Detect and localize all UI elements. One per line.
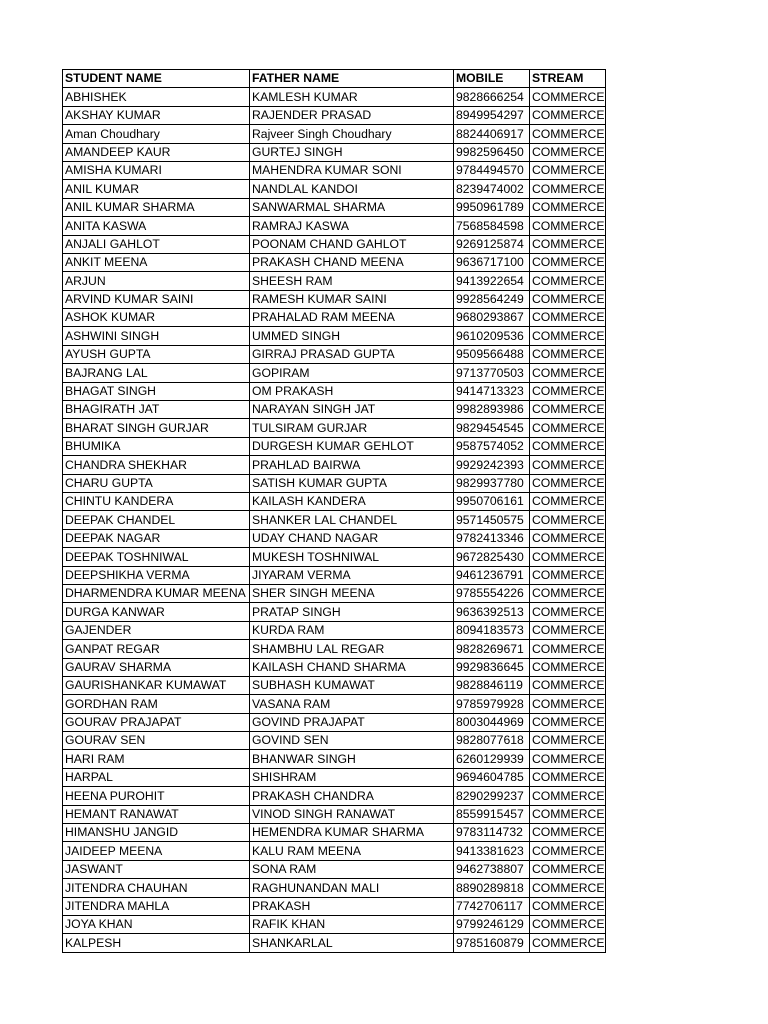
table-row [63,345,606,363]
table-row [63,529,606,547]
table-row [63,88,606,106]
table-row [63,548,606,566]
student-name-cell: JITENDRA CHAUHAN [63,879,250,897]
table-row [63,621,606,639]
father-name-cell: UMMED SINGH [250,327,454,345]
mobile-cell: 9413381623 [454,842,530,860]
student-name-cell: DEEPAK TOSHNIWAL [63,548,250,566]
mobile-cell: 9784494570 [454,161,530,179]
father-name-cell: SHANKER LAL CHANDEL [250,511,454,529]
table-row [63,511,606,529]
mobile-cell: 9785554226 [454,584,530,602]
student-name-cell: ANITA KASWA [63,217,250,235]
stream-cell: COMMERCE [530,787,606,805]
mobile-cell: 9982596450 [454,143,530,161]
father-name-cell: POONAM CHAND GAHLOT [250,235,454,253]
stream-cell: COMMERCE [530,382,606,400]
header-stream: STREAM [530,70,606,88]
father-name-cell: Rajveer Singh Choudhary [250,125,454,143]
table-row [63,879,606,897]
student-name-cell: ASHWINI SINGH [63,327,250,345]
student-name-cell: HARPAL [63,768,250,786]
student-name-cell: DEEPAK NAGAR [63,529,250,547]
mobile-cell: 9785160879 [454,934,530,952]
mobile-cell: 9950706161 [454,492,530,510]
student-name-cell: AMANDEEP KAUR [63,143,250,161]
table-row [63,713,606,731]
stream-cell: COMMERCE [530,401,606,419]
table-row [63,125,606,143]
mobile-cell: 8824406917 [454,125,530,143]
mobile-cell: 9414713323 [454,382,530,400]
table-row [63,419,606,437]
stream-cell: COMMERCE [530,511,606,529]
stream-cell: COMMERCE [530,364,606,382]
father-name-cell: GOVIND PRAJAPAT [250,713,454,731]
mobile-cell: 9828666254 [454,88,530,106]
father-name-cell: KAILASH KANDERA [250,492,454,510]
mobile-cell: 9713770503 [454,364,530,382]
stream-cell: COMMERCE [530,290,606,308]
stream-cell: COMMERCE [530,309,606,327]
father-name-cell: RAFIK KHAN [250,915,454,933]
header-student-name: STUDENT NAME [63,70,250,88]
table-row [63,456,606,474]
student-name-cell: KALPESH [63,934,250,952]
mobile-cell: 9950961789 [454,198,530,216]
table-row [63,106,606,124]
table-row [63,603,606,621]
father-name-cell: NARAYAN SINGH JAT [250,401,454,419]
mobile-cell: 9783114732 [454,824,530,842]
mobile-cell: 9929242393 [454,456,530,474]
student-name-cell: ANIL KUMAR [63,180,250,198]
student-name-cell: ARJUN [63,272,250,290]
table-row [63,235,606,253]
student-name-cell: JAIDEEP MEENA [63,842,250,860]
father-name-cell: UDAY CHAND NAGAR [250,529,454,547]
student-name-cell: JOYA KHAN [63,915,250,933]
stream-cell: COMMERCE [530,713,606,731]
table-row [63,824,606,842]
stream-cell: COMMERCE [530,143,606,161]
student-name-cell: ASHOK KUMAR [63,309,250,327]
mobile-cell: 9636717100 [454,253,530,271]
stream-cell: COMMERCE [530,474,606,492]
table-row [63,566,606,584]
stream-cell: COMMERCE [530,492,606,510]
father-name-cell: JIYARAM VERMA [250,566,454,584]
stream-cell: COMMERCE [530,805,606,823]
table-row [63,640,606,658]
table-row [63,309,606,327]
student-name-cell: JITENDRA MAHLA [63,897,250,915]
table-row [63,143,606,161]
table-row [63,290,606,308]
student-table [62,69,606,953]
stream-cell: COMMERCE [530,750,606,768]
student-name-cell: DHARMENDRA KUMAR MEENA [63,584,250,602]
father-name-cell: PRAKASH CHAND MEENA [250,253,454,271]
father-name-cell: GOVIND SEN [250,732,454,750]
mobile-cell: 9785979928 [454,695,530,713]
stream-cell: COMMERCE [530,180,606,198]
mobile-cell: 9782413346 [454,529,530,547]
student-name-cell: GAURAV SHARMA [63,658,250,676]
father-name-cell: SHISHRAM [250,768,454,786]
father-name-cell: PRAKASH CHANDRA [250,787,454,805]
mobile-cell: 9587574052 [454,437,530,455]
student-name-cell: HIMANSHU JANGID [63,824,250,842]
mobile-cell: 8290299237 [454,787,530,805]
mobile-cell: 7742706117 [454,897,530,915]
mobile-cell: 7568584598 [454,217,530,235]
mobile-cell: 8239474002 [454,180,530,198]
father-name-cell: SHEESH RAM [250,272,454,290]
mobile-cell: 9694604785 [454,768,530,786]
stream-cell: COMMERCE [530,456,606,474]
table-row [63,732,606,750]
stream-cell: COMMERCE [530,824,606,842]
table-row [63,915,606,933]
father-name-cell: RAGHUNANDAN MALI [250,879,454,897]
father-name-cell: PRAKASH [250,897,454,915]
mobile-cell: 9413922654 [454,272,530,290]
student-name-cell: AYUSH GUPTA [63,345,250,363]
table-row [63,253,606,271]
table-row [63,695,606,713]
father-name-cell: SANWARMAL SHARMA [250,198,454,216]
stream-cell: COMMERCE [530,768,606,786]
mobile-cell: 9509566488 [454,345,530,363]
mobile-cell: 8890289818 [454,879,530,897]
stream-cell: COMMERCE [530,915,606,933]
student-name-cell: BHAGIRATH JAT [63,401,250,419]
student-name-cell: GOURAV SEN [63,732,250,750]
table-row [63,768,606,786]
stream-cell: COMMERCE [530,640,606,658]
father-name-cell: KALU RAM MEENA [250,842,454,860]
table-body [63,88,606,952]
stream-cell: COMMERCE [530,161,606,179]
table-row [63,401,606,419]
student-name-cell: AKSHAY KUMAR [63,106,250,124]
stream-cell: COMMERCE [530,125,606,143]
mobile-cell: 9636392513 [454,603,530,621]
mobile-cell: 8094183573 [454,621,530,639]
student-name-cell: HARI RAM [63,750,250,768]
table-row [63,180,606,198]
father-name-cell: PRAHLAD BAIRWA [250,456,454,474]
mobile-cell: 9929836645 [454,658,530,676]
mobile-cell: 9828269671 [454,640,530,658]
table-row [63,750,606,768]
table-row [63,658,606,676]
stream-cell: COMMERCE [530,529,606,547]
stream-cell: COMMERCE [530,934,606,952]
header-row [63,70,606,88]
stream-cell: COMMERCE [530,327,606,345]
student-name-cell: CHINTU KANDERA [63,492,250,510]
father-name-cell: KURDA RAM [250,621,454,639]
student-name-cell: ANJALI GAHLOT [63,235,250,253]
student-name-cell: ABHISHEK [63,88,250,106]
student-name-cell: DEEPSHIKHA VERMA [63,566,250,584]
stream-cell: COMMERCE [530,695,606,713]
table-row [63,217,606,235]
mobile-cell: 9829454545 [454,419,530,437]
table-row [63,364,606,382]
father-name-cell: KAMLESH KUMAR [250,88,454,106]
mobile-cell: 9610209536 [454,327,530,345]
table-row [63,805,606,823]
table-row [63,382,606,400]
mobile-cell: 9928564249 [454,290,530,308]
father-name-cell: VINOD SINGH RANAWAT [250,805,454,823]
father-name-cell: MAHENDRA KUMAR SONI [250,161,454,179]
mobile-cell: 9799246129 [454,915,530,933]
mobile-cell: 9462738807 [454,860,530,878]
table-row [63,676,606,694]
student-name-cell: BHUMIKA [63,437,250,455]
stream-cell: COMMERCE [530,842,606,860]
student-name-cell: DEEPAK CHANDEL [63,511,250,529]
stream-cell: COMMERCE [530,253,606,271]
stream-cell: COMMERCE [530,732,606,750]
stream-cell: COMMERCE [530,437,606,455]
table-row [63,897,606,915]
stream-cell: COMMERCE [530,106,606,124]
student-name-cell: GORDHAN RAM [63,695,250,713]
father-name-cell: DURGESH KUMAR GEHLOT [250,437,454,455]
student-name-cell: JASWANT [63,860,250,878]
table-row [63,842,606,860]
father-name-cell: VASANA RAM [250,695,454,713]
student-name-cell: CHANDRA SHEKHAR [63,456,250,474]
student-name-cell: BHARAT SINGH GURJAR [63,419,250,437]
student-name-cell: BAJRANG LAL [63,364,250,382]
mobile-cell: 9680293867 [454,309,530,327]
table-row [63,437,606,455]
stream-cell: COMMERCE [530,658,606,676]
stream-cell: COMMERCE [530,897,606,915]
father-name-cell: TULSIRAM GURJAR [250,419,454,437]
mobile-cell: 6260129939 [454,750,530,768]
father-name-cell: KAILASH CHAND SHARMA [250,658,454,676]
stream-cell: COMMERCE [530,860,606,878]
student-name-cell: HEENA PUROHIT [63,787,250,805]
father-name-cell: PRAHALAD RAM MEENA [250,309,454,327]
student-name-cell: HEMANT RANAWAT [63,805,250,823]
mobile-cell: 8003044969 [454,713,530,731]
father-name-cell: GURTEJ SINGH [250,143,454,161]
mobile-cell: 9269125874 [454,235,530,253]
mobile-cell: 9828077618 [454,732,530,750]
mobile-cell: 9672825430 [454,548,530,566]
stream-cell: COMMERCE [530,198,606,216]
stream-cell: COMMERCE [530,345,606,363]
table-row [63,327,606,345]
stream-cell: COMMERCE [530,217,606,235]
father-name-cell: BHANWAR SINGH [250,750,454,768]
student-name-cell: GOURAV PRAJAPAT [63,713,250,731]
stream-cell: COMMERCE [530,603,606,621]
father-name-cell: SHAMBHU LAL REGAR [250,640,454,658]
stream-cell: COMMERCE [530,272,606,290]
father-name-cell: GOPIRAM [250,364,454,382]
stream-cell: COMMERCE [530,235,606,253]
father-name-cell: RAJENDER PRASAD [250,106,454,124]
stream-cell: COMMERCE [530,584,606,602]
table-row [63,584,606,602]
father-name-cell: RAMESH KUMAR SAINI [250,290,454,308]
student-name-cell: GAURISHANKAR KUMAWAT [63,676,250,694]
stream-cell: COMMERCE [530,566,606,584]
header-father-name: FATHER NAME [250,70,454,88]
stream-cell: COMMERCE [530,676,606,694]
table-row [63,198,606,216]
table-row [63,474,606,492]
father-name-cell: SHER SINGH MEENA [250,584,454,602]
table-row [63,272,606,290]
stream-cell: COMMERCE [530,879,606,897]
stream-cell: COMMERCE [530,419,606,437]
father-name-cell: HEMENDRA KUMAR SHARMA [250,824,454,842]
father-name-cell: MUKESH TOSHNIWAL [250,548,454,566]
father-name-cell: SHANKARLAL [250,934,454,952]
student-name-cell: AMISHA KUMARI [63,161,250,179]
table-row [63,787,606,805]
father-name-cell: GIRRAJ PRASAD GUPTA [250,345,454,363]
father-name-cell: SONA RAM [250,860,454,878]
father-name-cell: OM PRAKASH [250,382,454,400]
student-name-cell: ANIL KUMAR SHARMA [63,198,250,216]
student-name-cell: GANPAT REGAR [63,640,250,658]
mobile-cell: 9461236791 [454,566,530,584]
mobile-cell: 8559915457 [454,805,530,823]
mobile-cell: 9571450575 [454,511,530,529]
father-name-cell: SUBHASH KUMAWAT [250,676,454,694]
student-name-cell: ARVIND KUMAR SAINI [63,290,250,308]
student-name-cell: CHARU GUPTA [63,474,250,492]
mobile-cell: 9982893986 [454,401,530,419]
student-name-cell: BHAGAT SINGH [63,382,250,400]
father-name-cell: RAMRAJ KASWA [250,217,454,235]
table-row [63,161,606,179]
table-row [63,934,606,952]
father-name-cell: PRATAP SINGH [250,603,454,621]
student-name-cell: GAJENDER [63,621,250,639]
mobile-cell: 9829937780 [454,474,530,492]
student-name-cell: DURGA KANWAR [63,603,250,621]
header-mobile: MOBILE [454,70,530,88]
father-name-cell: NANDLAL KANDOI [250,180,454,198]
table-row [63,492,606,510]
stream-cell: COMMERCE [530,621,606,639]
stream-cell: COMMERCE [530,548,606,566]
mobile-cell: 9828846119 [454,676,530,694]
student-name-cell: Aman Choudhary [63,125,250,143]
table-row [63,860,606,878]
stream-cell: COMMERCE [530,88,606,106]
student-name-cell: ANKIT MEENA [63,253,250,271]
mobile-cell: 8949954297 [454,106,530,124]
father-name-cell: SATISH KUMAR GUPTA [250,474,454,492]
